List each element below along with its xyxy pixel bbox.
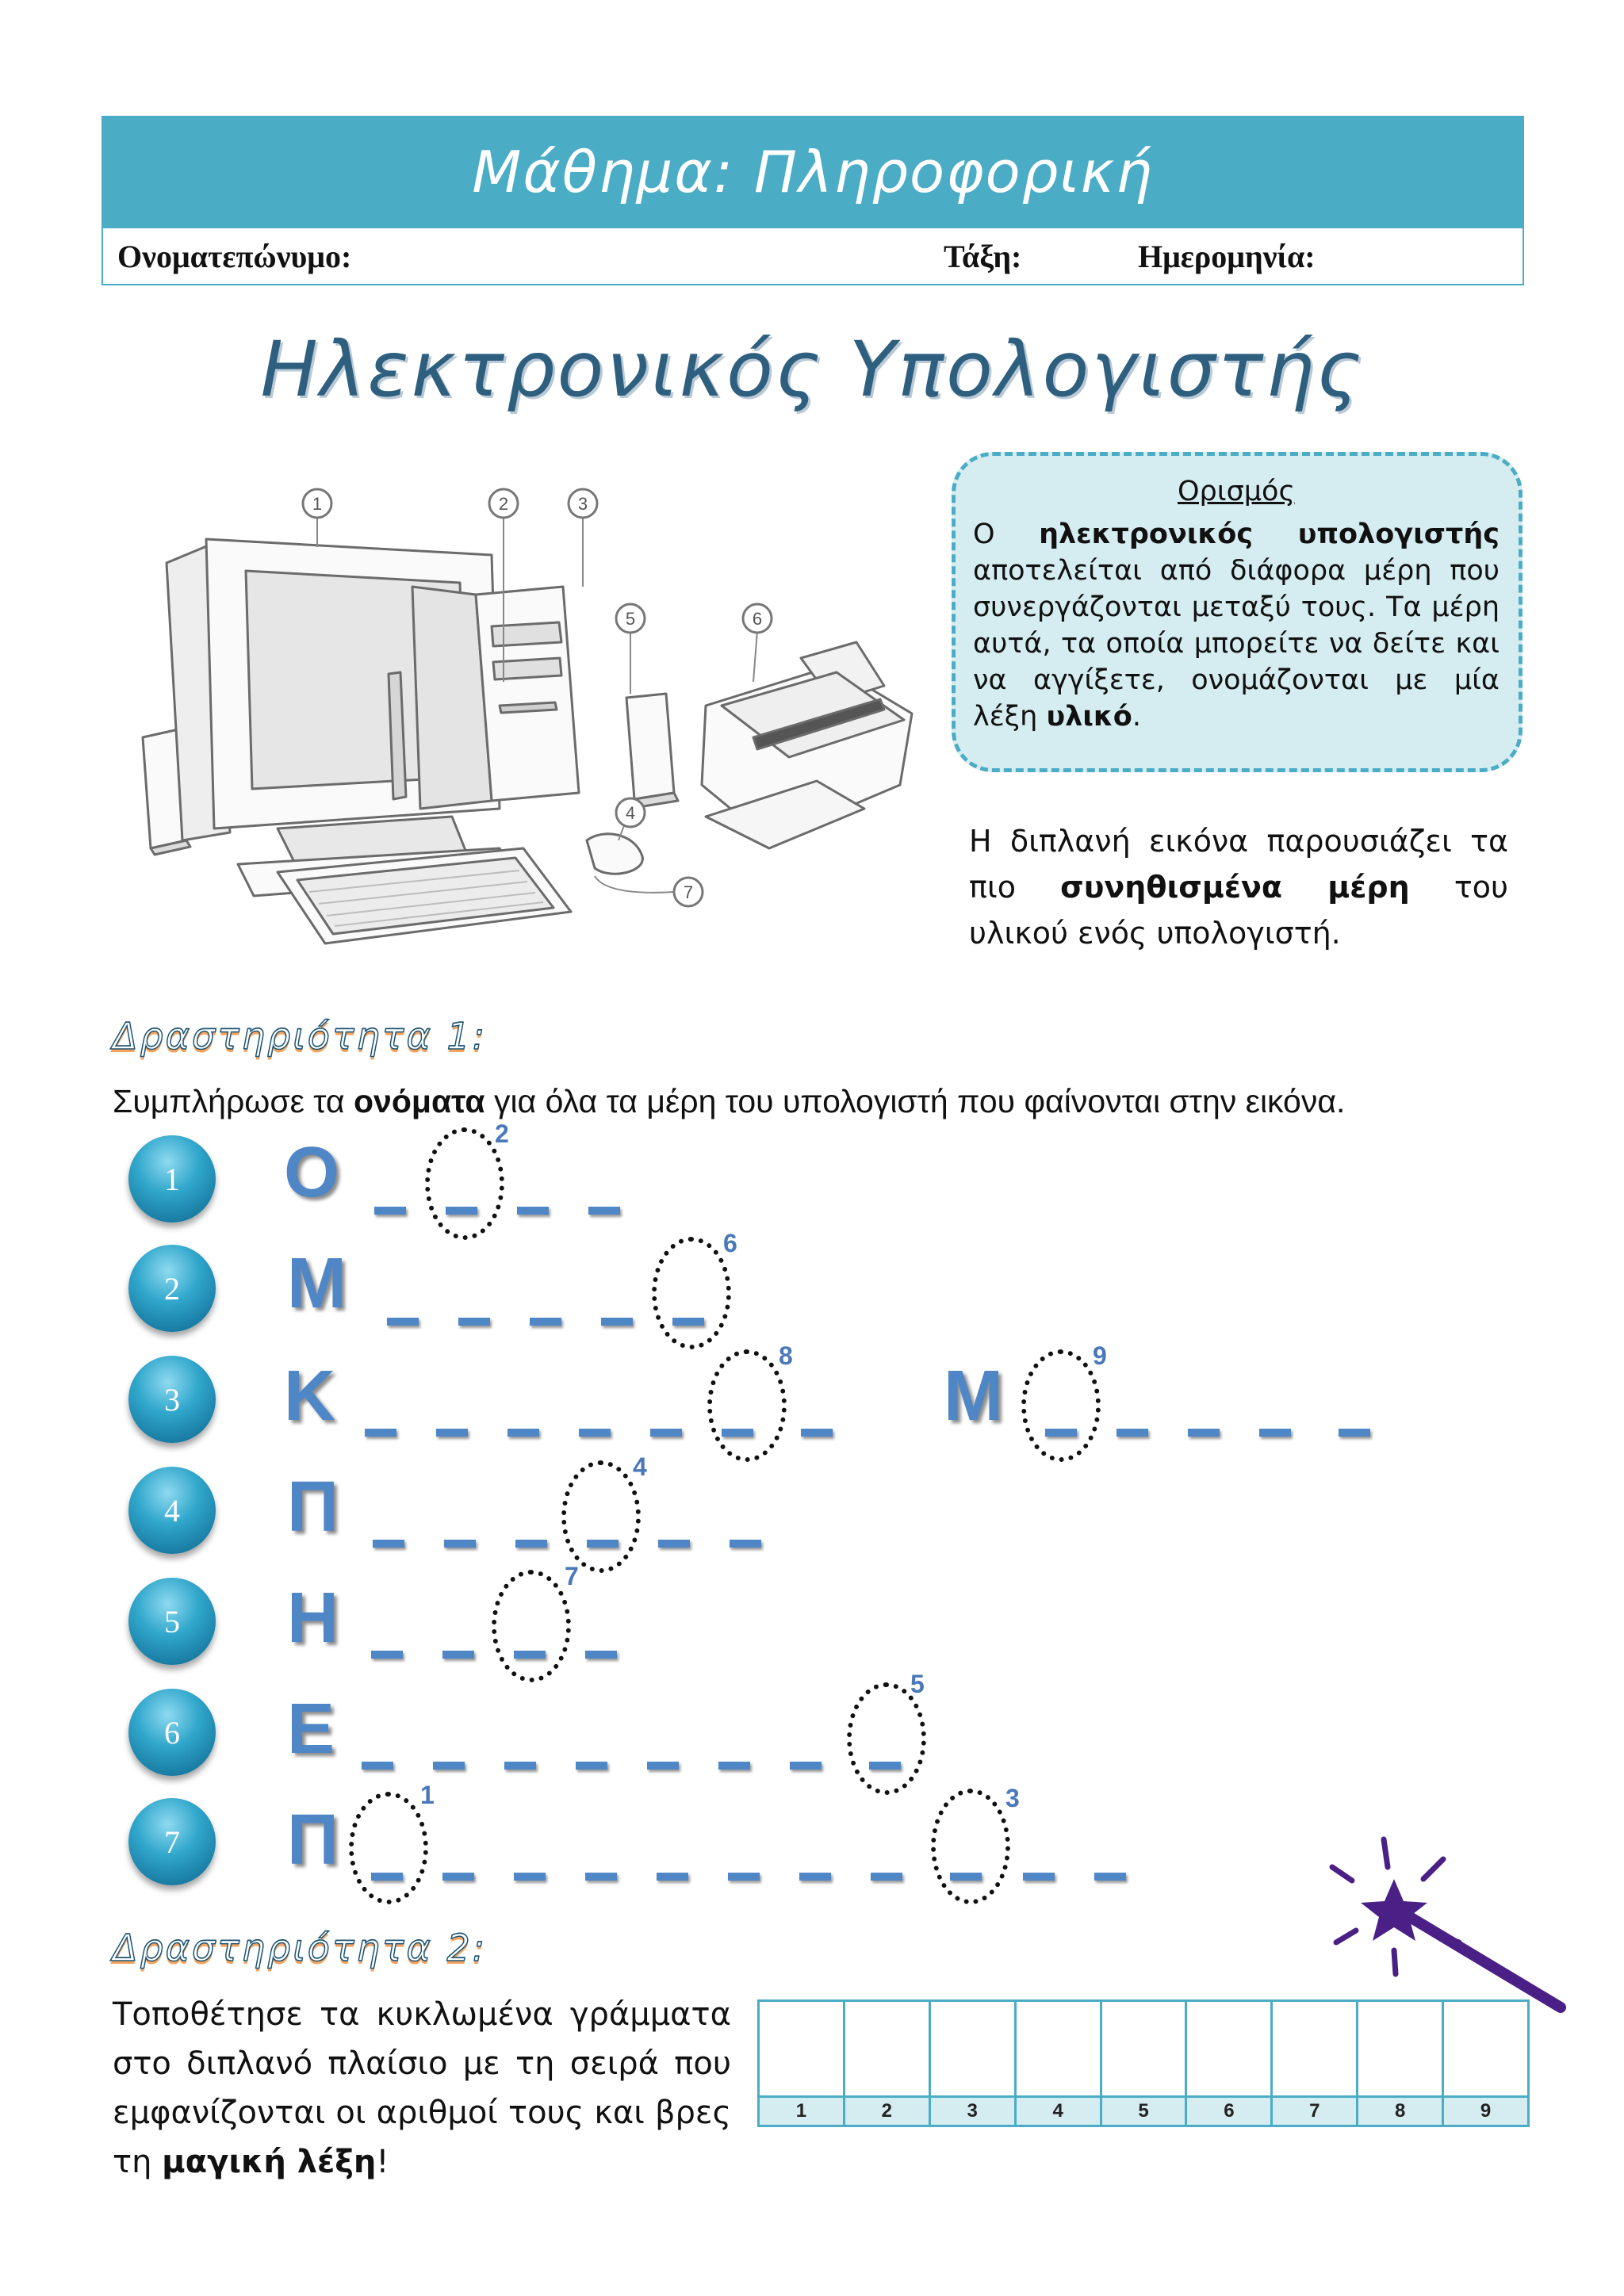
ring-number: 6 <box>723 1229 737 1257</box>
name-label: Ονοματεπώνυμο: <box>117 239 352 274</box>
letter-blank <box>585 1651 617 1659</box>
letter-blank <box>576 1762 607 1770</box>
activity2-heading: Δραστηριότητα 2: <box>113 1927 488 1969</box>
row-number-ball: 3 <box>128 1356 216 1443</box>
class-label: Τάξη: <box>944 239 1022 274</box>
grid-answer-cells <box>760 2002 1527 2095</box>
subject-title: Μάθημα: Πληροφορική <box>472 139 1154 205</box>
circled-letter-ring <box>561 1460 641 1573</box>
letter-blank <box>504 1762 536 1770</box>
grid-number: 2 <box>845 2098 931 2125</box>
letter-blank <box>728 1873 760 1881</box>
letter-blank <box>718 1762 750 1770</box>
computer-illustration <box>119 468 928 959</box>
circled-letter-ring <box>492 1570 571 1682</box>
row-number-ball: 6 <box>128 1689 216 1776</box>
circled-letter-ring <box>707 1349 787 1462</box>
letter-blank <box>1188 1429 1220 1437</box>
grid-number: 6 <box>1187 2098 1273 2125</box>
grid-answer-cell[interactable] <box>931 2002 1017 2095</box>
letter-blank <box>801 1429 833 1437</box>
ring-number: 8 <box>779 1341 793 1370</box>
grid-answer-cell[interactable] <box>1444 2002 1527 2095</box>
letter-blank <box>508 1429 539 1437</box>
grid-number: 8 <box>1358 2098 1444 2125</box>
grid-number: 5 <box>1102 2098 1188 2125</box>
row-number-ball: 2 <box>128 1245 216 1332</box>
row-first-letter: Π <box>287 1800 339 1880</box>
ring-number: 3 <box>1005 1784 1020 1812</box>
grid-answer-cell[interactable] <box>1273 2002 1358 2095</box>
circled-letter-ring <box>1021 1349 1101 1462</box>
letter-blank <box>436 1429 468 1437</box>
activity1-instructions: Συμπλήρωσε τα ονόματα για όλα τα μέρη του υπολογιστή που φαίνονται στην εικόνα. <box>113 1083 1346 1119</box>
letter-blank <box>1116 1429 1148 1437</box>
callout-6: 6 <box>752 609 763 629</box>
row-first-letter: Η <box>287 1578 339 1658</box>
definition-box <box>952 452 1522 772</box>
letter-blank <box>1259 1429 1291 1437</box>
grid-number: 3 <box>931 2098 1017 2125</box>
header-bar <box>102 116 1524 228</box>
ring-number: 4 <box>633 1452 647 1481</box>
row-number-ball: 4 <box>128 1467 216 1554</box>
letter-blank <box>650 1429 682 1437</box>
letter-blank <box>442 1873 474 1881</box>
circled-letter-ring <box>931 1789 1010 1904</box>
row-first-letter: Μ <box>287 1244 347 1323</box>
row-number-ball: 5 <box>128 1578 216 1665</box>
grid-number: 9 <box>1480 2100 1492 2122</box>
row-second-word-letter: Μ <box>944 1357 1003 1436</box>
grid-number: 1 <box>760 2098 845 2125</box>
ring-number: 1 <box>420 1781 435 1809</box>
letter-blank <box>1094 1873 1126 1881</box>
callout-3: 3 <box>577 494 588 514</box>
letter-blank <box>1339 1429 1370 1437</box>
ring-number: 9 <box>1093 1341 1107 1370</box>
circled-letter-ring <box>652 1237 731 1349</box>
circled-letter-ring <box>425 1127 504 1240</box>
letter-blank <box>517 1207 549 1215</box>
definition-title: Ορισμός <box>1177 476 1295 507</box>
definition-text: Ο ηλεκτρονικός υπολογιστής αποτελείται από διάφορα μέρη που συνεργάζονται μεταξύ τους. Τα μέρη αυτά, τα οποία μπορείτε να δείτε και να αγγίξετε, ονομάζονται με μία λέξη υλικό. <box>973 519 1500 733</box>
letter-blank <box>1023 1873 1055 1881</box>
row-number-ball: 1 <box>128 1135 216 1223</box>
letter-blank <box>362 1762 393 1770</box>
letter-blank <box>444 1540 476 1548</box>
row-first-letter: Κ <box>284 1357 335 1436</box>
letter-blank <box>514 1873 546 1881</box>
ring-number: 5 <box>910 1670 925 1698</box>
figure-description: Η διπλανή εικόνα παρουσιάζει τα πιο συνηθισμένα μέρη του υλικού ενός υπολογιστή. <box>969 824 1508 951</box>
letter-blank <box>373 1540 404 1548</box>
letter-blank <box>657 1873 688 1881</box>
row-first-letter: Ο <box>284 1133 340 1212</box>
callout-4: 4 <box>625 803 636 823</box>
letter-blank <box>374 1207 406 1215</box>
magic-word-grid <box>757 1999 1530 2127</box>
row-number-ball: 7 <box>128 1798 216 1885</box>
ring-number: 7 <box>565 1562 579 1590</box>
grid-answer-cell[interactable] <box>760 2002 845 2095</box>
letter-blank <box>871 1873 902 1881</box>
grid-answer-cell[interactable] <box>1102 2002 1188 2095</box>
letter-blank <box>658 1540 690 1548</box>
grid-answer-cell[interactable] <box>1017 2002 1102 2095</box>
activity2-instructions: Τοποθέτησε τα κυκλωμένα γράμματα στο διπλανό πλαίσιο με τη σειρά που εμφανίζονται οι αριθμοί τους και βρες τη μαγική λέξη! <box>113 1996 731 2180</box>
circled-letter-ring <box>349 1792 428 1904</box>
letter-blank <box>371 1651 403 1659</box>
letter-blank <box>647 1762 679 1770</box>
magic-wand-icon <box>1308 1823 1578 2014</box>
letter-blank <box>365 1429 396 1437</box>
date-label: Ημερομηνία: <box>1138 239 1316 274</box>
callout-1: 1 <box>312 494 323 514</box>
letter-blank <box>790 1762 822 1770</box>
grid-answer-cell[interactable] <box>845 2002 931 2095</box>
row-first-letter: Π <box>287 1468 339 1547</box>
letter-blank <box>579 1429 611 1437</box>
letter-blank <box>799 1873 831 1881</box>
page-title: Ηλεκτρονικός Υπολογιστής <box>260 325 1364 414</box>
letter-blank <box>588 1207 620 1215</box>
callout-7: 7 <box>683 882 694 902</box>
circled-letter-ring <box>847 1682 926 1795</box>
grid-number-row <box>760 2095 1527 2125</box>
letter-blank <box>515 1540 547 1548</box>
grid-number: 7 <box>1273 2098 1358 2125</box>
letter-blank <box>601 1318 633 1326</box>
letter-blank <box>442 1651 474 1659</box>
letter-blank <box>585 1873 617 1881</box>
letter-blank <box>433 1762 465 1770</box>
grid-number: 4 <box>1017 2098 1102 2125</box>
activity1-heading: Δραστηριότητα 1: <box>113 1015 488 1058</box>
row-first-letter: Ε <box>287 1689 335 1769</box>
callout-2: 2 <box>498 494 509 514</box>
letter-blank <box>387 1318 419 1326</box>
student-info-row <box>102 228 1524 285</box>
callout-5: 5 <box>625 609 636 629</box>
grid-answer-cell[interactable] <box>1187 2002 1273 2095</box>
letter-blank <box>530 1318 561 1326</box>
ring-number: 2 <box>495 1119 509 1148</box>
letter-blank <box>458 1318 490 1326</box>
grid-answer-cell[interactable] <box>1358 2002 1444 2095</box>
letter-blank <box>730 1540 761 1548</box>
